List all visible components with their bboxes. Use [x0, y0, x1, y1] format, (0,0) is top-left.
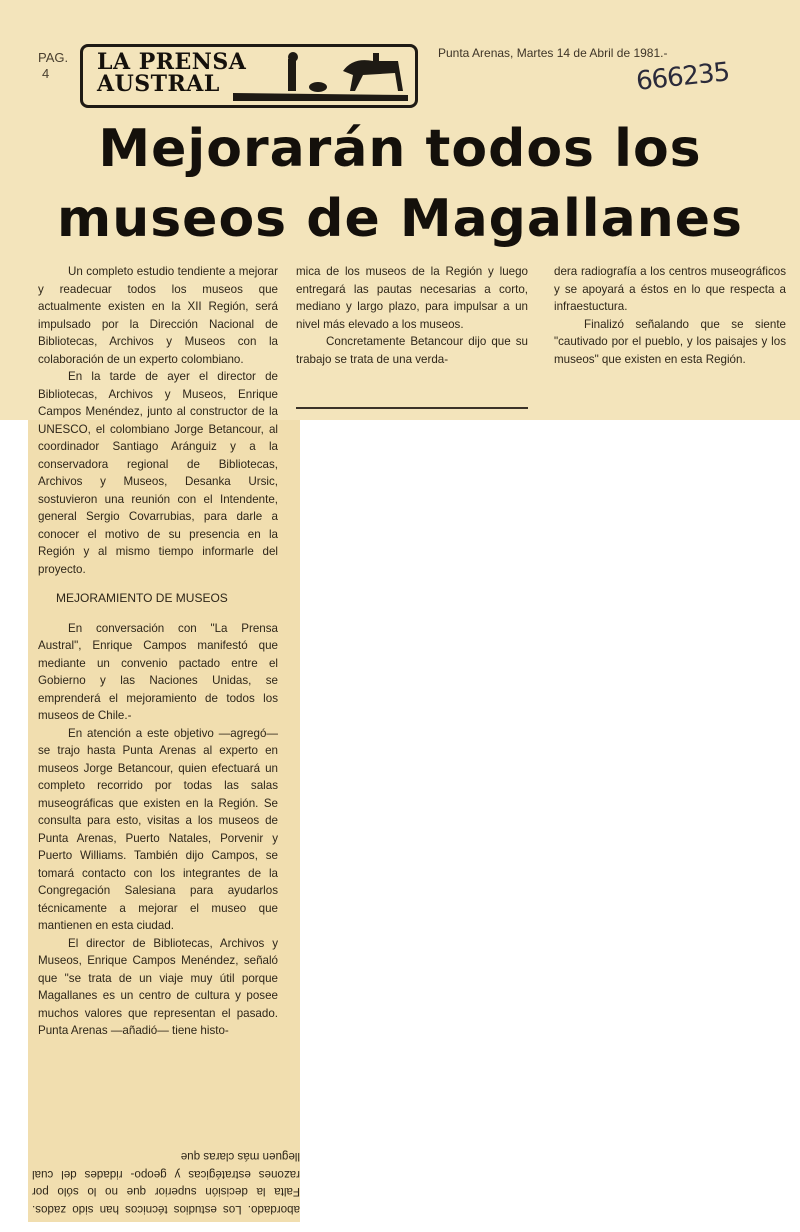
page-label: PAG. [38, 50, 69, 65]
paragraph: mica de los museos de la Región y luego entregará las pautas necesarias a corto, mediano y largo plazo, para impulsar a un nivel más elevado a los museos. [296, 265, 528, 331]
newspaper-masthead [80, 44, 418, 108]
article-column-2 [296, 263, 528, 368]
section-subhead: MEJORAMIENTO DE MUSEOS [56, 591, 228, 605]
paragraph: dera radiografía a los centros museográficos y se apoyará a éstos en lo que respecta a infraestuctura. [554, 265, 786, 313]
paragraph: Concretamente Betancour dijo que su trabajo se trata de una verda- [296, 335, 528, 366]
article-headline [20, 114, 780, 254]
column-rule [296, 407, 528, 409]
paragraph: El director de Bibliotecas, Archivos y Museos, Enrique Campos Menéndez, señaló que "se trata de un viaje muy útil porque Magallanes es un centro de cultura y posee muchos valores que representan el pasado. Punta Arenas —añadió— tiene histo- [38, 936, 278, 1037]
headline-line-1: Mejorarán todos los [98, 119, 702, 179]
article-column-1 [38, 263, 278, 1040]
paragraph: Un completo estudio tendiente a mejorar y readecuar todos los museos que actualmente existen en la XII Región, será impulsado por la Dirección Nacional de Bibliotecas, Archivos y Museos con la colaboración de un experto colombiano. [38, 265, 278, 366]
handwritten-archive-number: 666235 [634, 57, 731, 97]
gaucho-horse-silhouette-icon [233, 51, 408, 101]
article-column-3 [554, 263, 786, 368]
headline-line-2: museos de Magallanes [57, 189, 743, 249]
paragraph: En atención a este objetivo —agregó— se trajo hasta Punta Arenas al experto en museos Jorge Betancour, quien efectuará un completo recorrido por todas las salas museográficas que existen en la Región. Se consulta para esto, visitas a los museos de Punta Arenas, Puerto Natales, Porvenir y Puerto Williams. También dijo Campos, se tomará contacto con los integrantes de la Congregación Salesiana para ayudarlos técnicamente a mejorar el museo que mantienen en esta ciudad. [38, 726, 278, 932]
page-number-value: 4 [42, 66, 50, 81]
upside-down-bleed-text: abordado. Los estudios técnicos han sido zados. Falta la decisión superior que no lo sólo por razones estratégicas y geopo- ridades del cual lleguen más claras que [32, 1150, 300, 1216]
paragraph: En la tarde de ayer el director de Bibliotecas, Archivos y Museos, Enrique Campos Menéndez, junto al constructor de la UNESCO, el colombiano Jorge Betancour, al coordinador Santiago Aránguiz y a la conservadora regional de Bibliotecas, Archivos y Museos, Desanka Ursic, sostuvieron una reunión con el Intendente, general Sergio Covarrubias, para darle a conocer el motivo de su presencia en la Región y al mismo tiempo informarle del proyecto. [38, 370, 278, 576]
paragraph: En conversación con "La Prensa Austral", Enrique Campos manifestó que mediante un convenio pactado entre el Gobierno y las Naciones Unidas, se emprenderá el mejoramiento de todos los museos de Chile.- [38, 621, 278, 722]
paragraph: Finalizó señalando que se siente "cautivado por el pueblo, y los paisajes y los museos" que existen en esta Región. [554, 317, 786, 366]
masthead-logo-text: LA PRENSA AUSTRAL [97, 49, 247, 97]
dateline: Punta Arenas, Martes 14 de Abril de 1981.- [438, 46, 668, 60]
page-number [38, 50, 68, 82]
